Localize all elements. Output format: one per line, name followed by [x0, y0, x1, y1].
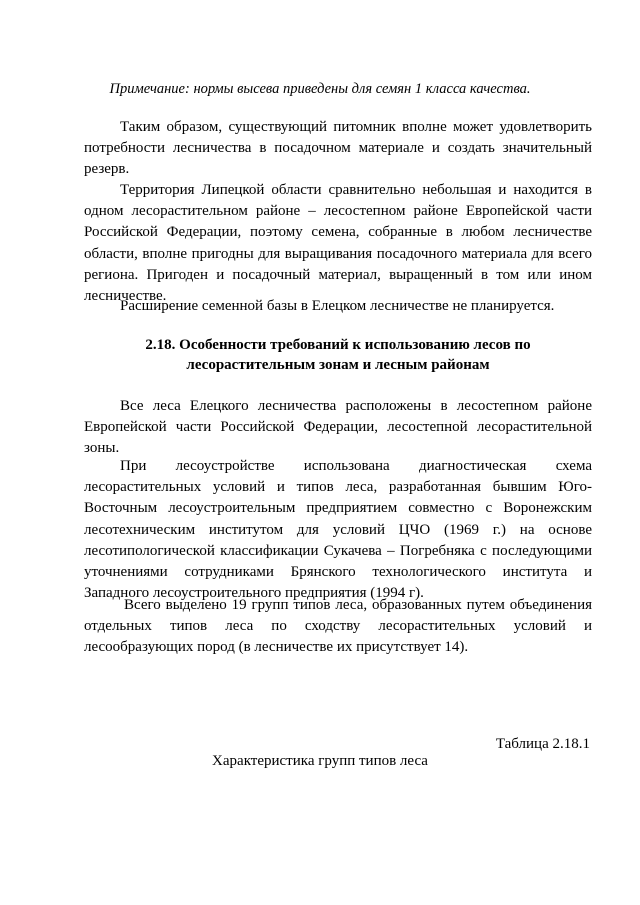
table-title: Характеристика групп типов леса — [212, 753, 428, 769]
section-heading — [84, 335, 592, 375]
section-heading-line-2: лесорастительным зонам и лесным районам — [186, 357, 490, 373]
paragraph-seed-base: Расширение семенной базы в Елецком лесничестве не планируется. — [120, 298, 555, 314]
paragraph-forest-location: Все леса Елецкого лесничества расположены в лесостепном районе Европейской части Российской Федерации, лесостепной лесорастительной зоны. — [84, 398, 592, 457]
paragraph-region-territory: Территория Липецкой области сравнительно небольшая и находится в одном лесорастительном районе – лесостепном районе Европейской части Российской Федерации, поэтому семена, собранные в любом лесничестве области, вполне пригодны для выращивания посадочного материала для всего региона. Пригоден и посадочный материал, выращенный в том или ином лесничестве. — [84, 182, 592, 305]
seed-norm-note: Примечание: нормы высева приведены для семян 1 класса качества. — [109, 81, 531, 97]
section-heading-line-1: 2.18. Особенности требований к использованию лесов по — [145, 337, 531, 353]
paragraph-nursery-capacity: Таким образом, существующий питомник вполне может удовлетворить потребности лесничества в посадочном материале и создать значительный резерв. — [84, 119, 592, 178]
table-number: Таблица 2.18.1 — [495, 736, 590, 752]
paragraph-forest-type-groups: Всего выделено 19 групп типов леса, образованных путем объединения отдельных типов леса по сходству лесорастительных условий и лесообразующих пород (в лесничестве их присутствует 14). — [84, 597, 592, 656]
paragraph-forest-classification: При лесоустройстве использована диагностическая схема лесорастительных условий и типов леса, разработанная бывшим Юго-Восточным лесоустроительным предприятием совместно с Воронежским лесотехническим институтом для условий ЦЧО (1969 г.) на основе лесотипологической классификации Сукачева – Погребняка с последующими уточнениями сотрудниками Брянского технологического института и Западного лесоустроительного предприятия (1994 г). — [84, 458, 592, 602]
